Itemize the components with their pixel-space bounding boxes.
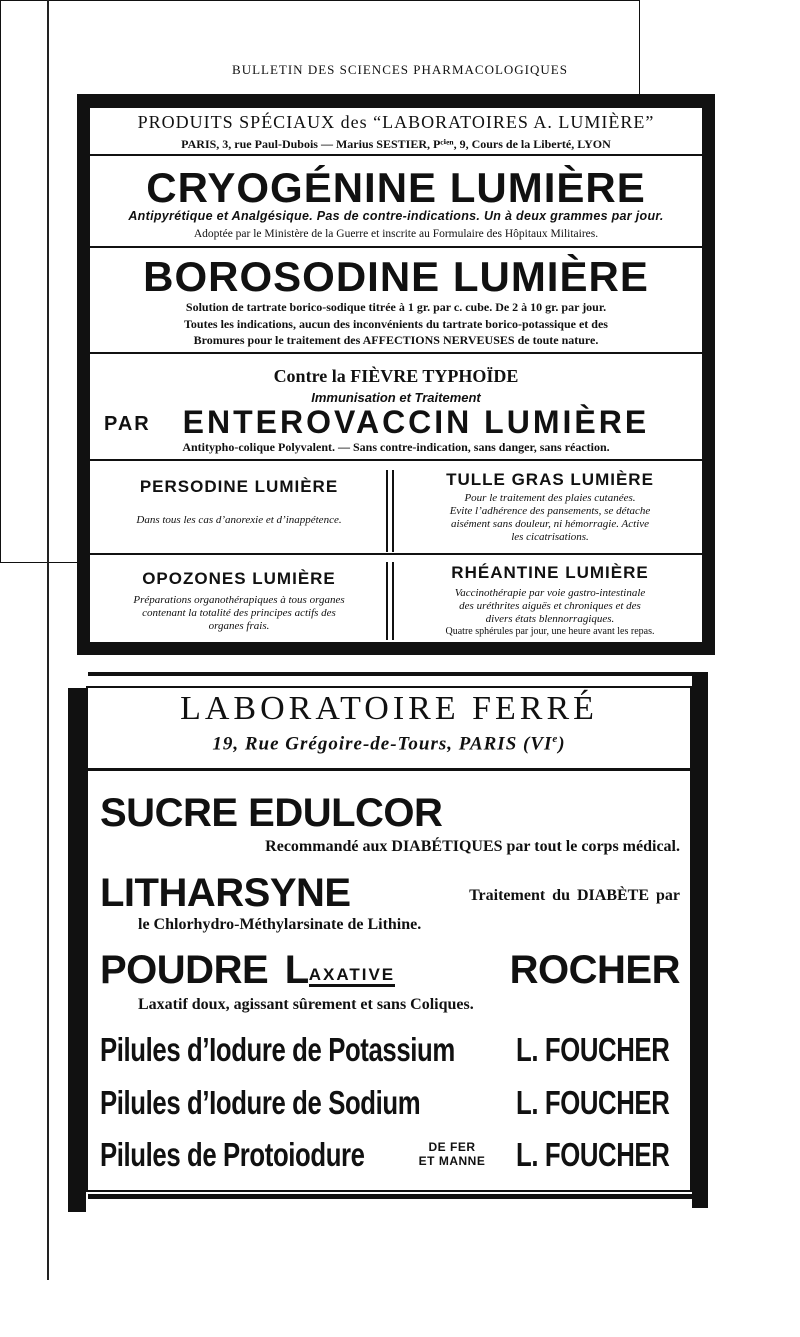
rheantine-heading: RHÉANTINE LUMIÈRE [451,563,649,582]
foucher-label: L. FOUCHER [516,1136,670,1173]
fievre-heading: Contre la FIÈVRE TYPHOÏDE [273,366,519,386]
poudre-laxative: AXATIVE [309,965,395,987]
sucre-heading: SUCRE EDULCOR [100,791,443,835]
page-header: BULLETIN DES SCIENCES PHARMACOLOGIQUES [232,62,568,77]
persodine-desc: Dans tous les cas d’anorexie et d’inappétence. [136,514,342,526]
borosodine-line: Solution de tartrate borico-sodique titrée à 1 gr. par c. cube. De 2 à 10 gr. par jour. [185,300,607,314]
rheantine-line: des uréthrites aiguës et chroniques et des [459,600,641,612]
rheantine-line: Vaccinothérapie par voie gastro-intestinale [454,587,646,599]
pilules-sodium: Pilules d’Iodure de Sodium [100,1084,421,1121]
cryogenine-note: Adoptée par le Ministère de la Guerre et inscrite au Formulaire des Hôpitaux Militaires. [193,228,599,240]
frame-left [68,688,86,1212]
address-sup: e [552,733,559,745]
poudre-heading [100,948,680,993]
rheantine-line: Quatre sphérules par jour, une heure avant les repas. [445,626,655,637]
litharsyne-desc: Traitement du DIABÈTE par [469,887,680,904]
tulle-line: Pour le traitement des plaies cutanées. [464,492,636,504]
divider [88,154,704,156]
address-text: 19, Rue Grégoire-de-Tours, PARIS (VI [212,733,553,755]
litharsyne-desc2: le Chlorhydro-Méthylarsinate de Lithine. [138,916,422,933]
cryogenine-desc: Antipyrétique et Analgésique. Pas de contre-indications. Un à deux grammes par jour. [128,209,664,223]
pilules-protoiodure: Pilules de Protoiodure [100,1136,365,1173]
address-end: ) [558,733,566,755]
frame-bottom [88,1194,692,1199]
divider-vertical [392,562,394,640]
tulle-heading: TULLE GRAS LUMIÈRE [446,470,654,489]
poudre-rocher: ROCHER [509,948,680,992]
sucre-desc: Recommandé aux DIABÉTIQUES par tout le corps médical. [265,838,680,855]
frame-top [88,672,692,676]
opozones-line: contenant la totalité des principes actifs des [142,607,336,619]
divider [88,553,704,555]
persodine-heading: PERSODINE LUMIÈRE [139,477,339,496]
enterovaccin-heading [104,404,688,441]
frame-right [692,672,708,1208]
de-fer-et-manne [404,1140,500,1168]
frame-top [77,94,715,106]
de-fer: DE FER [428,1140,476,1154]
tulle-line: les cicatrisations. [511,531,589,543]
tulle-line: aisément sans douleur, ni hémorragie. Active [450,518,650,530]
poudre-desc: Laxatif doux, agissant sûrement et sans Coliques. [138,996,474,1013]
ferre-title: LABORATOIRE FERRÉ [180,690,598,727]
ferre-address [88,733,690,755]
poudre-word: POUDRE [100,948,269,992]
tulle-line: Evite l’adhérence des pansements, se détache [449,505,651,517]
divider-vertical [392,470,394,552]
enterovaccin-desc: Antitypho-colique Polyvalent. — Sans contre-indication, sans danger, sans réaction. [182,440,610,454]
foucher-label: L. FOUCHER [516,1084,670,1121]
immunisation-text: Immunisation et Traitement [311,390,481,405]
divider [86,768,692,771]
frame-bottom [77,644,715,655]
frame-right [704,95,715,655]
par-label: PAR [104,413,151,436]
divider-vertical [386,470,388,552]
divider [88,352,704,354]
borosodine-line: Toutes les indications, aucun des inconvénients du tartrate borico-potassique et des [184,317,608,331]
opozones-heading: OPOZONES LUMIÈRE [142,569,336,588]
divider [88,459,704,461]
opozones-line: organes frais. [208,620,270,632]
frame-left [77,95,88,655]
lumiere-title: PRODUITS SPÉCIAUX des “LABORATOIRES A. LUMIÈRE” [137,112,655,132]
litharsyne-heading: LITHARSYNE [100,871,351,915]
margin-line [47,0,49,1280]
pilules-potassium: Pilules d’Iodure de Potassium [100,1031,455,1068]
enterovaccin-name: ENTEROVACCIN LUMIÈRE [182,404,650,440]
cryogenine-heading: CRYOGÉNINE LUMIÈRE [146,164,646,211]
et-manne: ET MANNE [418,1154,486,1168]
borosodine-line: Bromures pour le traitement des AFFECTIONS NERVEUSES de toute nature. [193,333,599,347]
divider [88,246,704,248]
poudre-l: L [284,948,309,992]
lumiere-address: PARIS, 3, rue Paul-Dubois — Marius SESTIER, Pᶜⁱᵉⁿ, 9, Cours de la Liberté, LYON [181,137,611,151]
foucher-label: L. FOUCHER [516,1031,670,1068]
divider-vertical [386,562,388,640]
opozones-line: Préparations organothérapiques à tous organes [133,594,345,606]
borosodine-heading: BOROSODINE LUMIÈRE [143,253,649,300]
rheantine-line: divers états blennorragiques. [485,613,615,625]
